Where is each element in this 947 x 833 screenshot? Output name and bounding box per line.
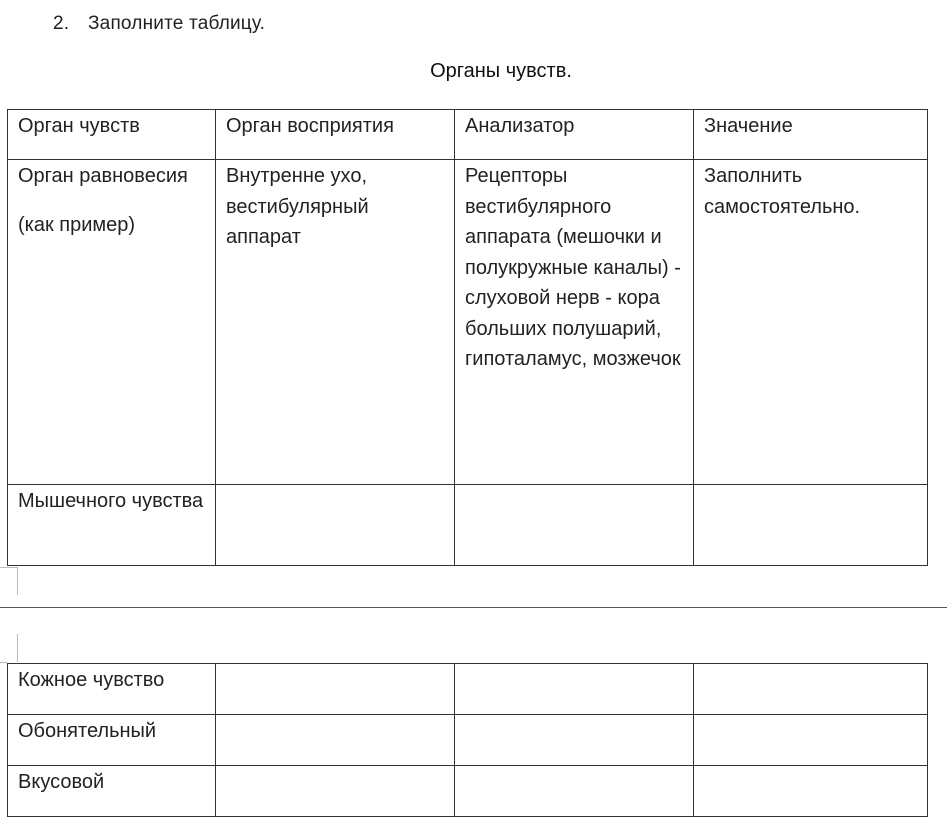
cell-analyzer[interactable] bbox=[455, 766, 694, 817]
senses-table-page-2 bbox=[7, 663, 928, 817]
page-break-line bbox=[0, 607, 947, 608]
cell-receptor: Внутренне ухо, вестибулярный аппарат bbox=[216, 160, 455, 485]
cell-receptor[interactable] bbox=[216, 485, 455, 566]
table-title: Органы чувств. bbox=[430, 60, 572, 82]
cell-organ: Обонятельный bbox=[8, 715, 216, 766]
page-corner-mark bbox=[0, 662, 7, 663]
table-header-row bbox=[8, 110, 928, 160]
cell-organ-note: (как пример) bbox=[18, 213, 136, 236]
cell-analyzer[interactable] bbox=[455, 715, 694, 766]
cell-analyzer[interactable] bbox=[455, 664, 694, 715]
cell-receptor[interactable] bbox=[216, 766, 455, 817]
table-row bbox=[8, 160, 928, 485]
cell-meaning[interactable] bbox=[694, 715, 928, 766]
table-row bbox=[8, 766, 928, 817]
page-corner-mark bbox=[17, 634, 18, 662]
cell-organ: Мышечного чувства bbox=[8, 485, 216, 566]
cell-analyzer: Рецепторы вестибулярного аппарата (мешочки и полукружные каналы) - слуховой нерв - кора больших полушарий, гипоталамус, мозжечок bbox=[455, 160, 694, 485]
task-heading bbox=[53, 13, 265, 35]
table-row bbox=[8, 485, 928, 566]
header-cell-receptor: Орган восприятия bbox=[216, 110, 455, 160]
table-row bbox=[8, 715, 928, 766]
cell-meaning: Заполнить самостоятельно. bbox=[694, 160, 928, 485]
page-corner-mark bbox=[0, 567, 18, 595]
cell-analyzer[interactable] bbox=[455, 485, 694, 566]
cell-meaning[interactable] bbox=[694, 664, 928, 715]
cell-meaning[interactable] bbox=[694, 766, 928, 817]
table-row bbox=[8, 664, 928, 715]
task-text: Заполните таблицу. bbox=[88, 13, 266, 34]
header-cell-analyzer: Анализатор bbox=[455, 110, 694, 160]
cell-receptor[interactable] bbox=[216, 664, 455, 715]
cell-organ: Кожное чувство bbox=[8, 664, 216, 715]
task-number: 2. bbox=[53, 13, 70, 34]
header-cell-meaning: Значение bbox=[694, 110, 928, 160]
cell-receptor[interactable] bbox=[216, 715, 455, 766]
cell-meaning[interactable] bbox=[694, 485, 928, 566]
senses-table-page-1 bbox=[7, 109, 928, 566]
cell-organ bbox=[8, 160, 216, 485]
cell-organ: Вкусовой bbox=[8, 766, 216, 817]
header-cell-organ: Орган чувств bbox=[8, 110, 216, 160]
cell-organ-name: Орган равновесия bbox=[18, 165, 188, 187]
